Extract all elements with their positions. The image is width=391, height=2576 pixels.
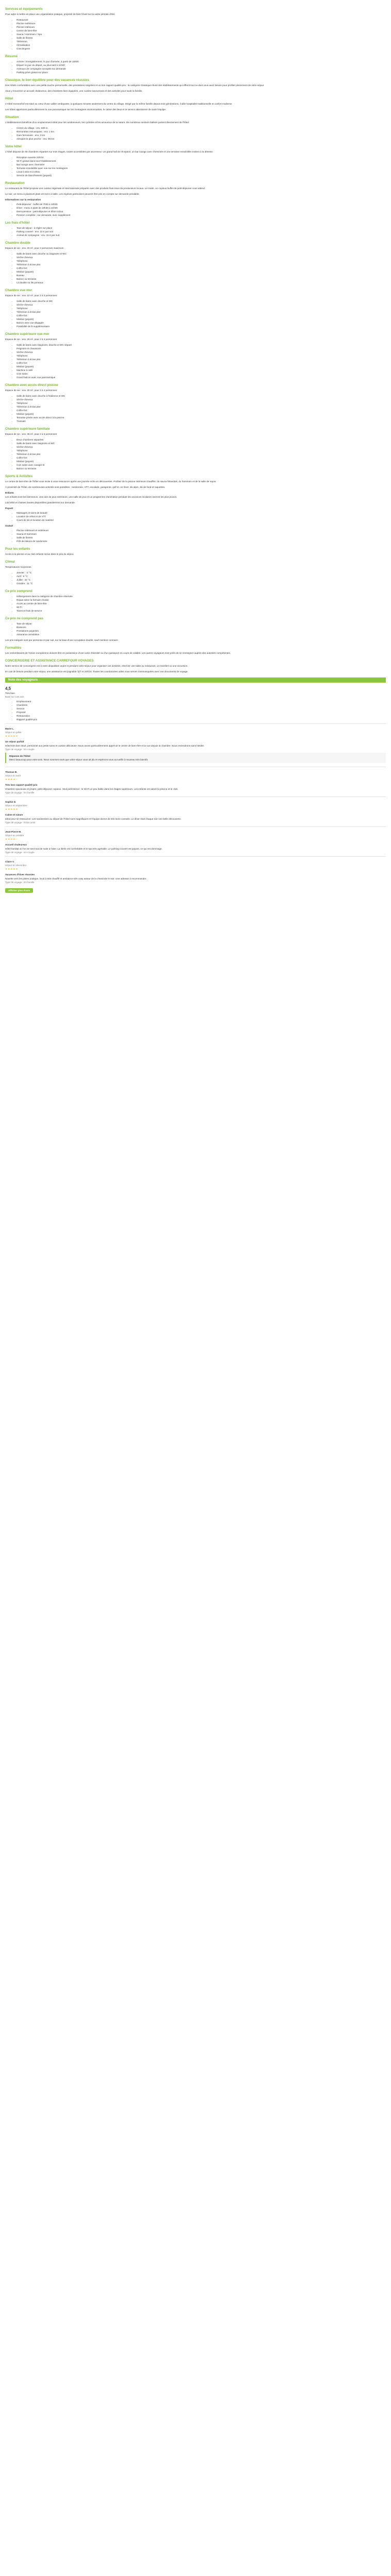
list-item: • Sèche-cheveux bbox=[17, 303, 386, 307]
list-item: • Coffre-fort bbox=[17, 314, 386, 317]
reviews-list bbox=[5, 723, 386, 886]
review-author: Marie L. bbox=[5, 727, 14, 730]
room-double-intro: Espace de vie : env. 20 m², pour 2 personnes maximum bbox=[5, 247, 64, 249]
formalites-paragraph: Les ressortissants de l'Union européenne doivent être en possession d'une carte d'identité ou d'un passeport en cours de validité. Les autres voyageurs sont priés de se renseigner auprès des autorités compétentes. bbox=[5, 652, 231, 654]
list-item: • Départ: le jour du départ, au plus tard à 11h00 bbox=[17, 63, 386, 67]
review-trip-type: Type de voyage : En couple bbox=[5, 851, 35, 854]
list-item: • Téléphone bbox=[17, 449, 386, 452]
resume-heading: Résumé bbox=[5, 55, 18, 58]
formalites-heading: Formalités bbox=[5, 646, 22, 650]
list-item: • Possibilité de lit supplémentaire bbox=[17, 325, 386, 328]
votre-hotel-heading: Votre hôtel bbox=[5, 145, 22, 148]
room-pool-intro: Espace de vie : env. 30 m², pour 2 à 4 personnes bbox=[5, 389, 57, 392]
climat-list bbox=[5, 571, 386, 585]
info-list bbox=[5, 202, 386, 217]
gratuit-list bbox=[5, 529, 386, 543]
review-item bbox=[5, 723, 386, 767]
list-item: • Octobre : 11 °C bbox=[17, 582, 386, 585]
review-item bbox=[5, 826, 386, 856]
list-item: • Minibar (payant) bbox=[17, 365, 386, 368]
list-item: • Télévision à écran plat bbox=[17, 405, 386, 409]
list-item: • Climatisation bbox=[17, 43, 386, 47]
review-title: Très bon rapport qualité-prix bbox=[5, 784, 38, 786]
list-item: • Demi-pension : petit-déjeuner et dîner inclus bbox=[17, 210, 386, 213]
review-text: Hôtel très bien situé, personnel aux petits soins et cuisine délicieuse. Nous avons particulièrement apprécié le centre de bien-être et la vue depuis la chambre. Nous reviendrons sans hésiter. bbox=[5, 744, 205, 747]
list-item: • Terrasse ensoleillée avec vue sur les montagnes bbox=[17, 166, 386, 170]
votre-hotel-list bbox=[5, 156, 386, 177]
list-item: • Coffre-fort bbox=[17, 456, 386, 460]
list-item: • Minibar (payant) bbox=[17, 270, 386, 274]
list-item: • Coffre-fort bbox=[17, 409, 386, 412]
list-item: • Assurance annulation bbox=[17, 633, 386, 636]
review-item bbox=[5, 796, 386, 826]
list-item: • Salle de bains avec douche à l'italienne et WC bbox=[17, 394, 386, 398]
based-on: Basé sur 126 avis bbox=[5, 696, 24, 698]
room-superior-list bbox=[5, 343, 386, 379]
overall-label: Très bien bbox=[5, 692, 15, 694]
review-stars: ★★★★★ bbox=[5, 868, 19, 870]
list-item: • Salle de fitness bbox=[17, 536, 386, 539]
hotel-reply-label: Réponse de l'hôtel bbox=[9, 755, 30, 757]
room-sea-view-heading: Chambre vue mer bbox=[5, 289, 32, 292]
list-item: • Télévision à écran plat bbox=[17, 310, 386, 314]
list-item: • Bureau bbox=[17, 274, 386, 277]
list-item: • Balcon ou terrasse bbox=[17, 467, 386, 470]
situation-paragraph: L'établissement bénéficie d'un emplacement idéal pour les randonneurs, les cyclistes et les amoureux de la nature. De nombreux sentiers balisés partent directement de l'hôtel. bbox=[5, 121, 190, 124]
sports-paragraph-2: À proximité de l'hôtel, de nombreuses activités sont possibles : randonnée, VTT, escalade, parapente, golf et, en hiver, ski alpin, ski de fond et raquettes. bbox=[5, 486, 166, 488]
prix-exclus-heading: Ce prix ne comprend pas bbox=[5, 617, 43, 620]
list-item: • Hébergement dans la catégorie de chambre réservée bbox=[17, 595, 386, 598]
review-date: Séjour en juillet bbox=[5, 731, 22, 734]
climat-intro: Températures moyennes bbox=[5, 566, 31, 568]
list-item: • Propreté bbox=[17, 710, 386, 714]
prix-note: Les prix indiqués sont par personne et par nuit, sur la base d'une occupation double, sauf mention contraire. bbox=[5, 639, 119, 641]
list-item: • Accès au centre de bien-être bbox=[17, 602, 386, 605]
list-item: • Centre du village : env. 500 m bbox=[17, 126, 386, 130]
list-item: • Machine à café bbox=[17, 368, 386, 372]
review-text: Navette vers les pistes pratique, local à skis chauffé et ambiance très cosy autour de la cheminée le soir. Une adresse à recommander. bbox=[5, 877, 147, 880]
list-item: • Centre de bien-être bbox=[17, 29, 386, 32]
room-family-intro: Espace de vie : env. 38 m², pour 2 à 5 personnes bbox=[5, 433, 57, 435]
prix-heading: Ce prix comprend bbox=[5, 589, 32, 593]
hotel-paragraph-1: L'Hôtel Sonnenhof est situé au cœur d'une vallée verdoyante, à quelques minutes seulement du centre du village. Dirigé par la même famille depuis trois générations, il allie hospitalité traditionnelle et confort moderne. bbox=[5, 103, 233, 105]
list-item: • Location de vélos et de VTT bbox=[17, 515, 386, 518]
services-intro: Pour aider à mettre en place une organisation pratique, proposé de faire l'éveil sur la vaste période d'été. bbox=[5, 13, 116, 15]
list-item: • Wi-Fi gratuit dans tout l'établissement bbox=[17, 159, 386, 163]
list-item: • Sauna et hammam bbox=[17, 532, 386, 536]
loisirs-list bbox=[5, 226, 386, 237]
review-date: Séjour en décembre bbox=[5, 864, 27, 867]
review-trip-type: Type de voyage : En famille bbox=[5, 791, 35, 794]
room-superior-heading: Chambre supérieure vue mer bbox=[5, 332, 50, 336]
list-item: • Minibar (payant) bbox=[17, 460, 386, 463]
room-sea-view-intro: Espace de vie : env. 22 m², pour 2 à 3 personnes bbox=[5, 294, 57, 297]
list-item: • Balcon ou terrasse bbox=[17, 277, 386, 281]
situation-list bbox=[5, 126, 386, 141]
list-item: • Lit double ou lits jumeaux bbox=[17, 281, 386, 284]
list-item: • Sèche-cheveux bbox=[17, 445, 386, 449]
review-trip-type: Type de voyage : En couple bbox=[5, 748, 35, 751]
hotel-reply-text: Merci beaucoup pour votre avis. Nous sommes ravis que votre séjour vous ait plu et espérons vous accueillir à nouveau très bientôt. bbox=[9, 758, 149, 761]
review-title: Calme et nature bbox=[5, 814, 23, 816]
list-item: • Sauna / Hammam / Spa bbox=[17, 32, 386, 36]
review-stars: ★★★★★ bbox=[5, 735, 19, 737]
review-title: Accueil chaleureux bbox=[5, 843, 27, 846]
room-family-heading: Chambre supérieure familiale bbox=[5, 427, 50, 431]
enfants-heading: Enfants bbox=[5, 492, 14, 494]
list-item: • Juillet : 22 °C bbox=[17, 578, 386, 582]
list-item: • Repas selon la formule choisie bbox=[17, 598, 386, 602]
list-item: • Sèche-cheveux bbox=[17, 398, 386, 401]
list-item: • Minibar (payant) bbox=[17, 412, 386, 416]
loisirs-heading: Les frais d'hôtel bbox=[5, 221, 30, 225]
list-item: • Conciergerie bbox=[17, 47, 386, 50]
classique-paragraph-2: Vous y trouverez un accueil chaleureux, des chambres bien équipées, une cuisine savoureuse et des activités pour toute la famille. bbox=[5, 90, 143, 92]
gratuit-heading: Gratuit bbox=[5, 524, 13, 527]
list-item: • Coin salon bbox=[17, 372, 386, 376]
list-item: • Minibar (payant) bbox=[17, 317, 386, 321]
list-item: • Télévision bbox=[17, 40, 386, 43]
list-item: • Restauration bbox=[17, 714, 386, 718]
review-stars: ★★★★☆ bbox=[5, 778, 19, 781]
list-item: • Coffre-fort bbox=[17, 266, 386, 270]
review-title: Un séjour parfait bbox=[5, 740, 24, 743]
list-item: • Salle de bains avec douche et WC bbox=[17, 299, 386, 303]
list-item: • Balcon avec vue dégagée bbox=[17, 321, 386, 325]
review-text: Hôtel familial où l'on se sent tout de suite à l'aise. La literie est confortable et le spa très agréable. Le parking couvert est payant, ce qui est dommage. bbox=[5, 848, 162, 850]
list-item: • Terrasse privée avec accès direct à la piscine bbox=[17, 416, 386, 419]
list-item: • Deux chambres séparées bbox=[17, 438, 386, 442]
room-pool-list bbox=[5, 394, 386, 423]
votre-hotel-paragraph: L'hôtel dispose de 48 chambres réparties sur trois étages, toutes accessibles par ascenseur. Un grand hall de réception, un bar lounge avec cheminée et une terrasse ensoleillée invitent à la détente. bbox=[5, 150, 214, 153]
prix-list bbox=[5, 595, 386, 613]
list-item: • Télévision à écran plat bbox=[17, 263, 386, 266]
overall-score: 4,5 bbox=[5, 686, 11, 691]
hotel-reply bbox=[5, 753, 386, 763]
list-item: • Chambres bbox=[17, 703, 386, 707]
list-item: • Piscine intérieure et extérieure bbox=[17, 529, 386, 532]
list-item: • Téléphone bbox=[17, 307, 386, 310]
services-list bbox=[5, 18, 386, 50]
list-item: • Peignoirs et chaussons bbox=[17, 347, 386, 350]
acces-paragraph: Accès à la piscine et au club enfants inclus dans le prix du séjour. bbox=[5, 553, 74, 555]
payant-list bbox=[5, 511, 386, 522]
list-item: • Arrivée / Enregistrement: le jour d'arrivée, à partir de 15h00 bbox=[17, 60, 386, 63]
services-heading: Services et équipements bbox=[5, 7, 43, 11]
list-item: • Boissons bbox=[17, 625, 386, 629]
payant-heading: Payant bbox=[5, 507, 13, 510]
list-item: • Massages et soins de beauté bbox=[17, 511, 386, 515]
criteria-list bbox=[5, 700, 386, 721]
list-item: • Aéroport le plus proche : env. 90 km bbox=[17, 137, 386, 141]
hotel-paragraph-2: Les hôtes apprécient particulièrement la vue panoramique sur les montagnes environnantes, le calme des lieux et le service attentionné de toute l'équipe. bbox=[5, 108, 167, 111]
review-date: Séjour en août bbox=[5, 774, 21, 777]
list-item: • Taxes et frais de service bbox=[17, 609, 386, 613]
list-item: • Piscine intérieure bbox=[17, 25, 386, 29]
list-item: • Rapport qualité-prix bbox=[17, 718, 386, 721]
climat-heading: Climat bbox=[5, 560, 15, 564]
classique-heading: Classique, le bon équilibre pour des vacances réussies bbox=[5, 78, 89, 82]
review-stars: ★★★★☆ bbox=[5, 838, 19, 840]
list-item: • Pension complète : sur demande, avec supplément bbox=[17, 213, 386, 217]
list-item: • Parking privé gratuit sur place bbox=[17, 71, 386, 74]
classique-paragraph-1: Des hôtels confortables avec une petite touche personnelle, des prestations soignées et un bon rapport qualité-prix : la catégorie Classique réunit des établissements qui offrent tout ce dont vous avez besoin pour profiter pleinement de votre séjour. bbox=[5, 84, 265, 87]
reviews-section-bar: Note des voyageurs bbox=[5, 677, 386, 683]
list-item: • Téléphone bbox=[17, 354, 386, 358]
conciergerie-paragraph-2: En cas de besoin pendant votre séjour, une assistance est joignable 7j/7 et 24h/24. Toutes les coordonnées utiles vous seront communiquées avec vos documents de voyage. bbox=[5, 670, 188, 673]
list-item: • Animal de compagnie : env. 15 € par nuit bbox=[17, 233, 386, 237]
list-item: • Grand balcon avec vue panoramique bbox=[17, 376, 386, 379]
list-item: • Prestations payantes bbox=[17, 629, 386, 633]
list-item: • Téléphone bbox=[17, 259, 386, 263]
restauration-heading: Restauration bbox=[5, 181, 25, 185]
list-item: • Local à skis et à vélos bbox=[17, 170, 386, 174]
list-item: • Wi-Fi bbox=[17, 605, 386, 609]
room-superior-intro: Espace de vie : env. 28 m², pour 2 à 4 personnes bbox=[5, 338, 57, 341]
enfants-paragraph-2: Lits bébé et chaises hautes disponibles gratuitement sur demande. bbox=[5, 501, 76, 504]
review-date: Séjour en septembre bbox=[5, 804, 27, 807]
room-double-heading: Chambre double bbox=[5, 241, 30, 245]
list-item: • Dîner : menu 4 plats de 18h30 à 21h00 bbox=[17, 206, 386, 210]
restauration-paragraph-1: Le restaurant de l'hôtel propose une cuisine régionale et internationale préparée avec des produits frais issus de producteurs locaux. Le matin, un copieux buffet de petit-déjeuner vous attend. bbox=[5, 187, 205, 190]
review-stars: ★★★★★ bbox=[5, 808, 19, 810]
list-item: • Restaurant bbox=[17, 18, 386, 22]
list-item: • Téléphone bbox=[17, 401, 386, 405]
list-item: • Taxe de séjour bbox=[17, 622, 386, 625]
list-item: • Piscine extérieure bbox=[17, 22, 386, 25]
list-item: • Salle de bains avec baignoire et WC bbox=[17, 442, 386, 445]
more-reviews-button[interactable]: Afficher plus d'avis bbox=[5, 888, 33, 893]
list-item: • Bar lounge avec cheminée bbox=[17, 163, 386, 166]
review-item bbox=[5, 856, 386, 886]
room-sea-view-list bbox=[5, 299, 386, 328]
review-trip-type: Type de voyage : Entre amis bbox=[5, 821, 36, 824]
sports-paragraph-1: Le centre de bien-être de l'hôtel vous invite à vous ressourcer après une journée riche en découvertes. Profitez de la piscine intérieure chauffée, du sauna finlandais, du hammam et de la salle de repos. bbox=[5, 480, 217, 483]
room-double-list bbox=[5, 252, 386, 284]
list-item: • Télévision à écran plat bbox=[17, 358, 386, 361]
list-item: • Sèche-cheveux bbox=[17, 256, 386, 259]
review-author: Claire V. bbox=[5, 860, 14, 863]
list-item: • Cours de ski et location de matériel bbox=[17, 518, 386, 522]
hotel-description-page bbox=[0, 0, 391, 893]
resume-list bbox=[5, 60, 386, 74]
list-item: • Emplacement bbox=[17, 700, 386, 703]
review-date: Séjour en octobre bbox=[5, 834, 24, 837]
hotel-heading: Hôtel bbox=[5, 97, 13, 100]
list-item: • Salle de bains avec douche ou baignoire et WC bbox=[17, 252, 386, 256]
review-text: Chambre spacieuse et propre, petit-déjeuner copieux. Seul petit bémol : le Wi-Fi un peu faible dans les étages supérieurs. Les enfants ont adoré la piscine et le club. bbox=[5, 788, 178, 790]
sports-heading: Sports & Activités bbox=[5, 474, 33, 478]
restauration-paragraph-2: Le soir, un menu à plusieurs plats est servi à table. Les régimes particuliers peuvent être pris en compte sur demande préalable. bbox=[5, 193, 140, 195]
list-item: • Remontées mécaniques : env. 1 km bbox=[17, 130, 386, 133]
review-trip-type: Type de voyage : En famille bbox=[5, 881, 35, 884]
enfants-paragraph-1: Les enfants sont les bienvenus. Une aire de jeux extérieure, une salle de jeux et un programme d'animation pendant les vacances scolaires raviront les plus jeunes. bbox=[5, 496, 177, 498]
prix-exclus-list bbox=[5, 622, 386, 636]
list-item: • Avril : 9 °C bbox=[17, 574, 386, 578]
review-item bbox=[5, 767, 386, 796]
list-item: • Gare ferroviaire : env. 3 km bbox=[17, 133, 386, 137]
list-item: • Service bbox=[17, 707, 386, 710]
room-family-list bbox=[5, 438, 386, 470]
list-item: • Janvier : -2 °C bbox=[17, 571, 386, 574]
room-pool-heading: Chambre avec accès direct piscine bbox=[5, 383, 58, 387]
overall-rating bbox=[5, 686, 386, 699]
conciergerie-heading: CONCIERGERIE ET ASSISTANCE CARREFOUR VOYAGES bbox=[5, 659, 94, 663]
review-author: Sophie D. bbox=[5, 801, 17, 803]
list-item: • Sèche-cheveux bbox=[17, 350, 386, 354]
list-item: • Parking couvert : env. 10 € par nuit bbox=[17, 230, 386, 233]
review-text: Idéal pour se ressourcer. Les randonnées au départ de l'hôtel sont magnifiques et l'équipe donne de très bons conseils. Le dîner était chaque soir une belle découverte. bbox=[5, 818, 182, 820]
list-item: • Petit-déjeuner : buffet de 7h00 à 10h00 bbox=[17, 202, 386, 206]
list-item: • Prêt de bâtons de randonnée bbox=[17, 539, 386, 543]
situation-heading: Situation bbox=[5, 115, 19, 119]
list-item: • Coin salon avec canapé-lit bbox=[17, 463, 386, 467]
list-item: • Télévision à écran plat bbox=[17, 452, 386, 456]
acces-heading: Pour les enfants bbox=[5, 547, 30, 551]
list-item: • Réception ouverte 24h/24 bbox=[17, 156, 386, 159]
list-item: • Coffre-fort bbox=[17, 361, 386, 365]
review-author: Thomas B. bbox=[5, 771, 18, 773]
list-item: • Taxe de séjour : à régler sur place bbox=[17, 226, 386, 230]
review-title: Vacances d'hiver réussies bbox=[5, 873, 35, 876]
list-item: • Service de blanchisserie (payant) bbox=[17, 174, 386, 177]
list-item: • Salle de fitness bbox=[17, 36, 386, 40]
list-item: • Animaux de compagnie acceptés sur demande bbox=[17, 67, 386, 71]
conciergerie-paragraph-1: Notre service de conciergerie est à votre disposition avant et pendant votre séjour pour organiser vos activités, réserver une table au restaurant, un transfert ou une excursion. bbox=[5, 665, 188, 667]
review-author: Jean-Pierre M. bbox=[5, 831, 22, 833]
list-item: • Transats bbox=[17, 419, 386, 423]
list-item: • Salle de bains avec baignoire, douche et WC séparé bbox=[17, 343, 386, 347]
info-heading: Informations sur la restauration bbox=[5, 198, 41, 201]
